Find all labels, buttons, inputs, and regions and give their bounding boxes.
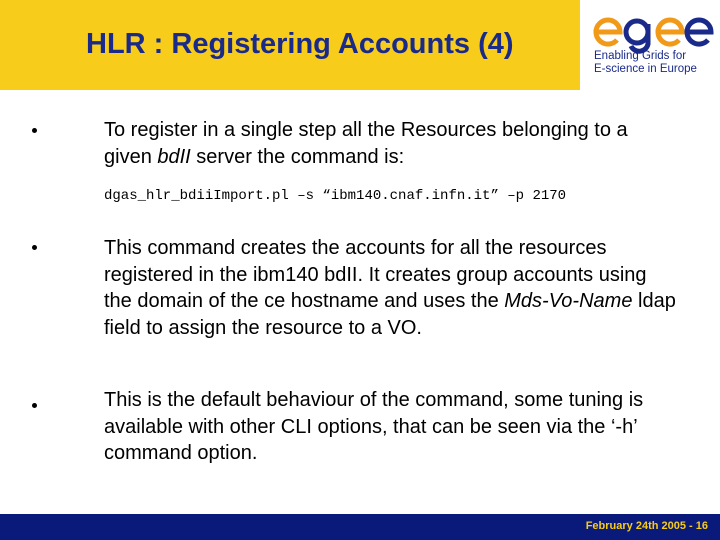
slide-title: HLR : Registering Accounts (4) bbox=[86, 28, 514, 60]
footer-date-page: February 24th 2005 - 16 bbox=[585, 520, 708, 532]
footer-bar bbox=[0, 514, 720, 540]
logo-tagline-line1: Enabling Grids for bbox=[594, 50, 687, 62]
bullet-dot bbox=[32, 245, 37, 250]
title-bar bbox=[0, 0, 580, 90]
bullet-dot bbox=[32, 403, 37, 408]
bullet-3-text: This is the default behaviour of the command, some tuning is available with other CLI options, that can be seen via the ‘-h’ command option. bbox=[104, 389, 644, 464]
bullet-2-text: This command creates the accounts for all the resources registered in the ibm140 bdII. It creates group accounts using the domain of the ce hostname and uses the Mds-Vo-Name ldap field to assign the resource to a VO. bbox=[104, 237, 676, 339]
logo-tagline-line2: E-science in Europe bbox=[594, 63, 697, 75]
logo-tagline bbox=[594, 50, 697, 76]
bullet-dot bbox=[32, 128, 37, 133]
command-line: dgas_hlr_bdiiImport.pl –s “ibm140.cnaf.infn.it” –p 2170 bbox=[104, 188, 567, 204]
bullet-1-text: To register in a single step all the Resources belonging to a given bdII server the command is: bbox=[104, 119, 628, 168]
